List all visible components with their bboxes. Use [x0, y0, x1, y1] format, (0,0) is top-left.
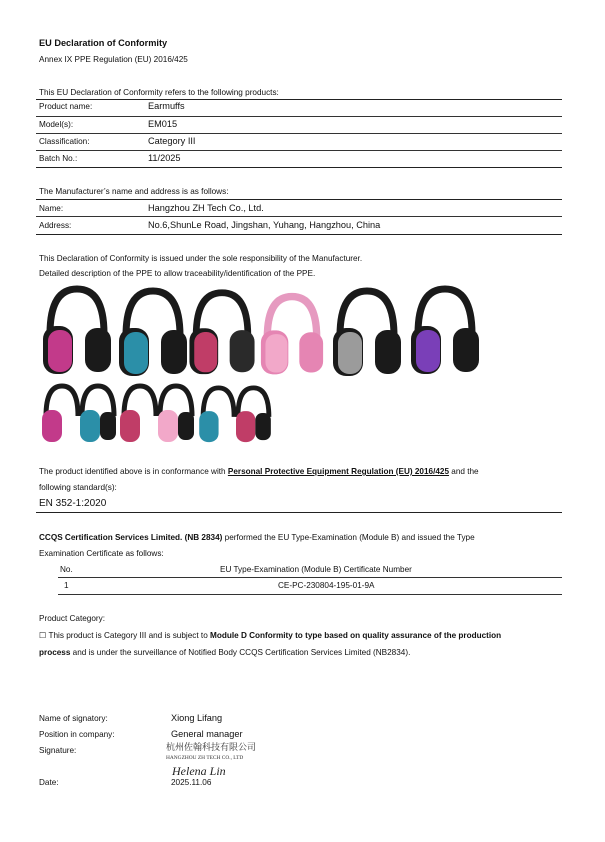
classification-label: Classification: — [39, 137, 90, 146]
certification-statement: CCQS Certification Services Limited. (NB 2834) performed the EU Type-Examination (Module B) and issued the Type — [39, 533, 475, 542]
earmuff-image-5 — [330, 286, 404, 380]
earmuff-pair-1-cup-b — [80, 410, 100, 442]
earmuff-image-3 — [186, 288, 258, 378]
earmuff-cup-5 — [338, 332, 362, 374]
batch-value: 11/2025 — [148, 153, 181, 163]
company-stamp — [164, 740, 264, 780]
responsibility-text: This Declaration of Conformity is issued under the sole responsibility of the Manufacturer. — [39, 254, 363, 263]
checkbox-icon: ☐ — [39, 631, 47, 640]
manufacturer-intro: The Manufacturer’s name and address is as follows: — [39, 187, 229, 196]
handwritten-signature: Helena Lin — [172, 764, 226, 778]
classification-value: Category III — [148, 136, 196, 146]
earmuff-image-2 — [116, 286, 190, 380]
description-intro: Detailed description of the PPE to allow traceability/identification of the PPE. — [39, 269, 316, 278]
product-name-value: Earmuffs — [148, 101, 185, 111]
position-value: General manager — [171, 729, 243, 739]
address-value: No.6,ShunLe Road, Jingshan, Yuhang, Hangzhou, China — [148, 220, 381, 230]
signatory-name-value: Xiong Lifang — [171, 713, 223, 723]
product-category-heading: Product Category: — [39, 614, 105, 623]
notified-body: CCQS Certification Services Limited. (NB 2834) — [39, 533, 223, 542]
standards-label: following standard(s): — [39, 483, 117, 492]
category-statement-line2: process and is under the surveillance of Notified Body CCQS Certification Services Limited (NB2834). — [39, 648, 411, 657]
manufacturer-name-label: Name: — [39, 204, 64, 213]
earmuff-pair-2-cup-b — [158, 410, 178, 442]
earmuff-image-pair-1 — [40, 382, 120, 444]
position-label: Position in company: — [39, 730, 115, 739]
earmuff-pair-2-cup-a — [120, 410, 140, 442]
document-title: EU Declaration of Conformity — [39, 38, 168, 48]
signatory-name-label: Name of signatory: — [39, 714, 108, 723]
intro-text: This EU Declaration of Conformity refers to the following products: — [39, 88, 279, 97]
date-value: 2025.11.06 — [171, 778, 212, 787]
stamp-cn-text: 杭州佐翰科技有限公司 — [166, 742, 257, 752]
col-cert-header: EU Type-Examination (Module B) Certificate Number — [220, 565, 412, 574]
cert-row-no: 1 — [64, 581, 69, 590]
date-label: Date: — [39, 778, 59, 787]
earmuff-image-pair-3 — [196, 384, 276, 444]
earmuff-image-pair-2 — [118, 382, 198, 444]
conformity-statement: The product identified above is in conformance with Personal Protective Equipment Regulation (EU) 2016/425 and the — [39, 467, 479, 476]
regulation-reference: Personal Protective Equipment Regulation (EU) 2016/425 — [227, 467, 450, 476]
stamp-en-text: HANGZHOU ZH TECH CO., LTD — [166, 755, 244, 761]
product-name-label: Product name: — [39, 102, 93, 111]
standard-value: EN 352-1:2020 — [39, 498, 107, 509]
document-subtitle: Annex IX PPE Regulation (EU) 2016/425 — [39, 55, 188, 64]
earmuff-cup-1 — [48, 330, 72, 372]
earmuff-cup-6 — [416, 330, 440, 372]
category-statement: ☐ This product is Category III and is subject to Module D Conformity to type based on quality assurance of the production — [39, 631, 502, 640]
earmuff-pair-3-cup-b — [236, 411, 255, 442]
earmuff-cup-4 — [265, 334, 287, 372]
earmuff-image-4 — [258, 292, 326, 378]
earmuff-image-1 — [40, 284, 114, 378]
earmuff-cup-3 — [194, 332, 217, 372]
model-label: Model(s): — [39, 120, 74, 129]
earmuff-pair-1-cup-a — [42, 410, 62, 442]
signature-label: Signature: — [39, 746, 77, 755]
earmuff-pair-3-cup-a — [199, 411, 218, 442]
earmuff-image-6 — [408, 284, 482, 378]
earmuff-cup-2 — [124, 332, 148, 374]
address-label: Address: — [39, 221, 72, 230]
manufacturer-name-value: Hangzhou ZH Tech Co., Ltd. — [148, 203, 264, 213]
certification-line2: Examination Certificate as follows: — [39, 549, 164, 558]
cert-row-number: CE-PC-230804-195-01-9A — [278, 581, 375, 590]
col-no-header: No. — [60, 565, 73, 574]
model-value: EM015 — [148, 119, 178, 129]
batch-label: Batch No.: — [39, 154, 78, 163]
